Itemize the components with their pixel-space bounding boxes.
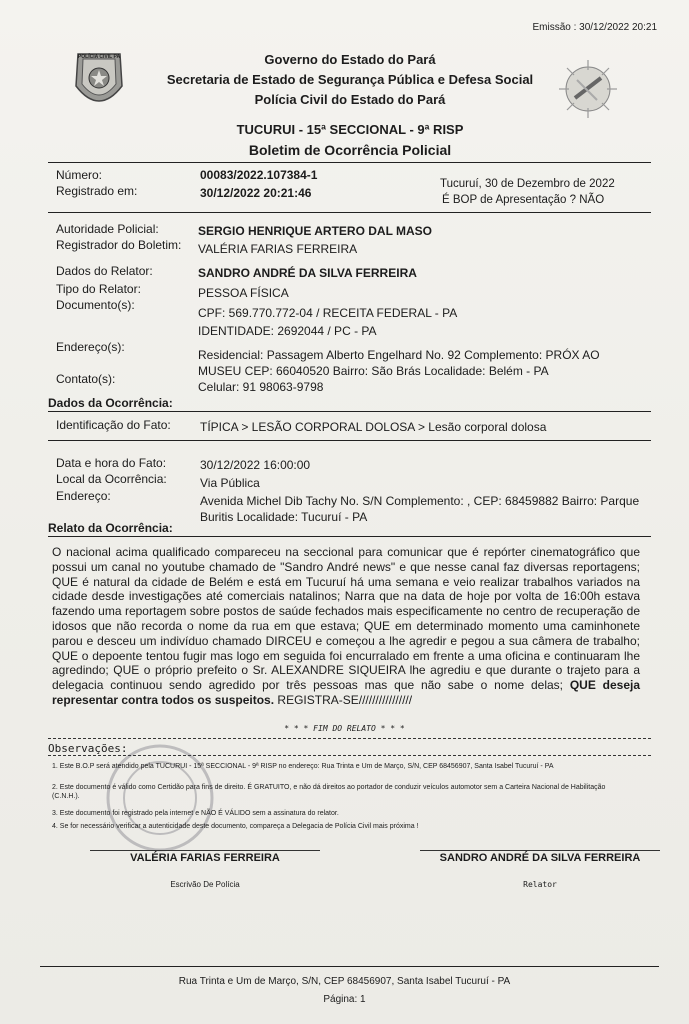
data-fato-label: Data e hora do Fato: [56, 456, 167, 470]
header-government: Governo do Estado do Pará [264, 52, 436, 67]
documentos-label: Documento(s): [56, 298, 135, 312]
relato-end: REGISTRA-SE//////////////// [274, 692, 413, 707]
relato-section-title: Relato da Ocorrência: [48, 521, 173, 535]
autoridade-value: SERGIO HENRIQUE ARTERO DAL MASO [198, 224, 433, 238]
cpf-value: CPF: 569.770.772-04 / RECEITA FEDERAL - PA [198, 306, 458, 320]
header-police: Polícia Civil do Estado do Pará [254, 92, 446, 107]
registrado-value: 30/12/2022 20:21:46 [200, 186, 312, 200]
observacao-3: 3. Este documento foi registrado pela internet e NÃO É VÁLIDO sem a assinatura do relator. [52, 810, 339, 817]
tipo-value: PESSOA FÍSICA [198, 286, 289, 300]
relator-value: SANDRO ANDRÉ DA SILVA FERREIRA [198, 266, 417, 280]
autoridade-label: Autoridade Policial: [56, 222, 159, 236]
contato-label: Contato(s): [56, 372, 116, 386]
header-secretariat: Secretaria de Estado de Segurança Pública e Defesa Social [166, 72, 534, 87]
endereco-fato-label: Endereço: [56, 489, 111, 503]
header-seccional: TUCURUI - 15ª SECCIONAL - 9ª RISP [236, 122, 464, 137]
identificacao-divider [48, 440, 651, 441]
data-fato-value: 30/12/2022 16:00:00 [200, 458, 311, 472]
endereco-line2: MUSEU CEP: 66040520 Bairro: São Brás Localidade: Belém - PA [198, 364, 549, 378]
observacoes-title: Observações: [48, 742, 128, 755]
relato-bold: QUE deseja representar contra todos os suspeitos. [52, 678, 640, 707]
signature-right-role: Relator [523, 880, 557, 889]
contato-value: Celular: 91 98063-9798 [198, 380, 324, 394]
signature-line-left [90, 850, 320, 851]
identificacao-value: TÍPICA > LESÃO CORPORAL DOLOSA > Lesão corporal dolosa [200, 420, 547, 434]
identificacao-label: Identificação do Fato: [56, 418, 171, 432]
relato-text [52, 545, 640, 708]
identidade-value: IDENTIDADE: 2692044 / PC - PA [198, 324, 377, 338]
state-coat-of-arms-icon [557, 58, 619, 120]
badge-text: POLÍCIA CIVIL PA [77, 54, 121, 60]
observacao-1: 1. Este B.O.P será atendido pela TUCURUI - 15ª SECCIONAL - 9ª RISP no endereço: Rua Trinta e Um de Março, S/N, CEP 68456907, Santa Isabel Tucuruí - PA [52, 763, 554, 770]
signature-line-right [420, 850, 660, 851]
observacao-4: 4. Se for necessário verificar a autenticidade deste documento, compareça a Delegacia de Polícia Civil mais próxima ! [52, 823, 419, 830]
observacao-2: 2. Este documento é válido como Certidão para fins de direito. É GRATUITO, e não dá direitos ao portador de conduzir veículos automotor sem a Carteira Nacional de Habilitação (C.N.H.). [52, 784, 606, 800]
local-ocorrencia-value: Via Pública [200, 476, 260, 490]
ocorrencia-divider [48, 411, 651, 412]
signature-left-name: VALÉRIA FARIAS FERREIRA [130, 852, 280, 864]
registrador-label: Registrador do Boletim: [56, 238, 182, 252]
signature-left-role: Escrivão De Polícia [170, 880, 240, 889]
relato-body: O nacional acima qualificado compareceu na seccional para comunicar que é repórter cinematográfico que possui um canal no youtube chamado de "Sandro André news" e que nesse canal faz diversas reportagens; QUE é natural da cidade de Belém e está em Tucuruí há uma semana e veio realizar trabalhos variados na cidade desde investigações até comerciais natalinos; Narra que na data de hoje por volta de 16:00h estava fazendo uma reportagem sobre postos de saúde fechados mais especificamente no centro de recuperação de idosos que não recorda o nome da rua em que estava; QUE em determinado momento uma caminhonete parou e desceu um indivíduo chamado DIRCEU e começou a lhe agredir e pegou a sua câmera de trabalho; QUE o depoente tentou fugir mas logo em seguida foi encurralado em frente a uma oficina e continuaram lhe agredindo; QUE o próprio prefeito o Sr. ALEXANDRE SIQUEIRA lhe agrediu e que durante o trajeto para a delegacia continuou sendo agredido por três pessoas mas que não sabe o nome delas; [52, 545, 640, 693]
footer-divider [40, 966, 659, 967]
endereco-fato-line2: Buritis Localidade: Tucuruí - PA [200, 510, 368, 524]
ocorrencia-section-title: Dados da Ocorrência: [48, 396, 173, 410]
relator-label: Dados do Relator: [56, 264, 153, 278]
endereco-fato-line1: Avenida Michel Dib Tachy No. S/N Complemento: , CEP: 68459882 Bairro: Parque [200, 494, 640, 508]
registrado-label: Registrado em: [56, 184, 138, 198]
emission-date: Emissão : 30/12/2022 20:21 [532, 22, 657, 33]
local-date: Tucuruí, 30 de Dezembro de 2022 [440, 178, 615, 190]
fim-do-relato: * * * FIM DO RELATO * * * [284, 724, 405, 733]
registrador-value: VALÉRIA FARIAS FERREIRA [198, 242, 358, 256]
signature-right-name: SANDRO ANDRÉ DA SILVA FERREIRA [439, 852, 641, 864]
endereco-line1: Residencial: Passagem Alberto Engelhard No. 92 Complemento: PRÓX AO [198, 348, 600, 362]
page-number: Página: 1 [323, 994, 366, 1005]
header-divider [48, 162, 651, 163]
registro-divider [48, 212, 651, 213]
numero-value: 00083/2022.107384-1 [200, 168, 318, 182]
bop-question: É BOP de Apresentação ? NÃO [442, 194, 605, 206]
numero-label: Número: [56, 168, 103, 182]
relato-divider [48, 536, 651, 537]
local-ocorrencia-label: Local da Ocorrência: [56, 472, 167, 486]
document-title: Boletim de Ocorrência Policial [248, 142, 452, 158]
footer-address: Rua Trinta e Um de Março, S/N, CEP 68456907, Santa Isabel Tucuruí - PA [178, 976, 511, 987]
tipo-label: Tipo do Relator: [56, 282, 141, 296]
endereco-label: Endereço(s): [56, 340, 125, 354]
